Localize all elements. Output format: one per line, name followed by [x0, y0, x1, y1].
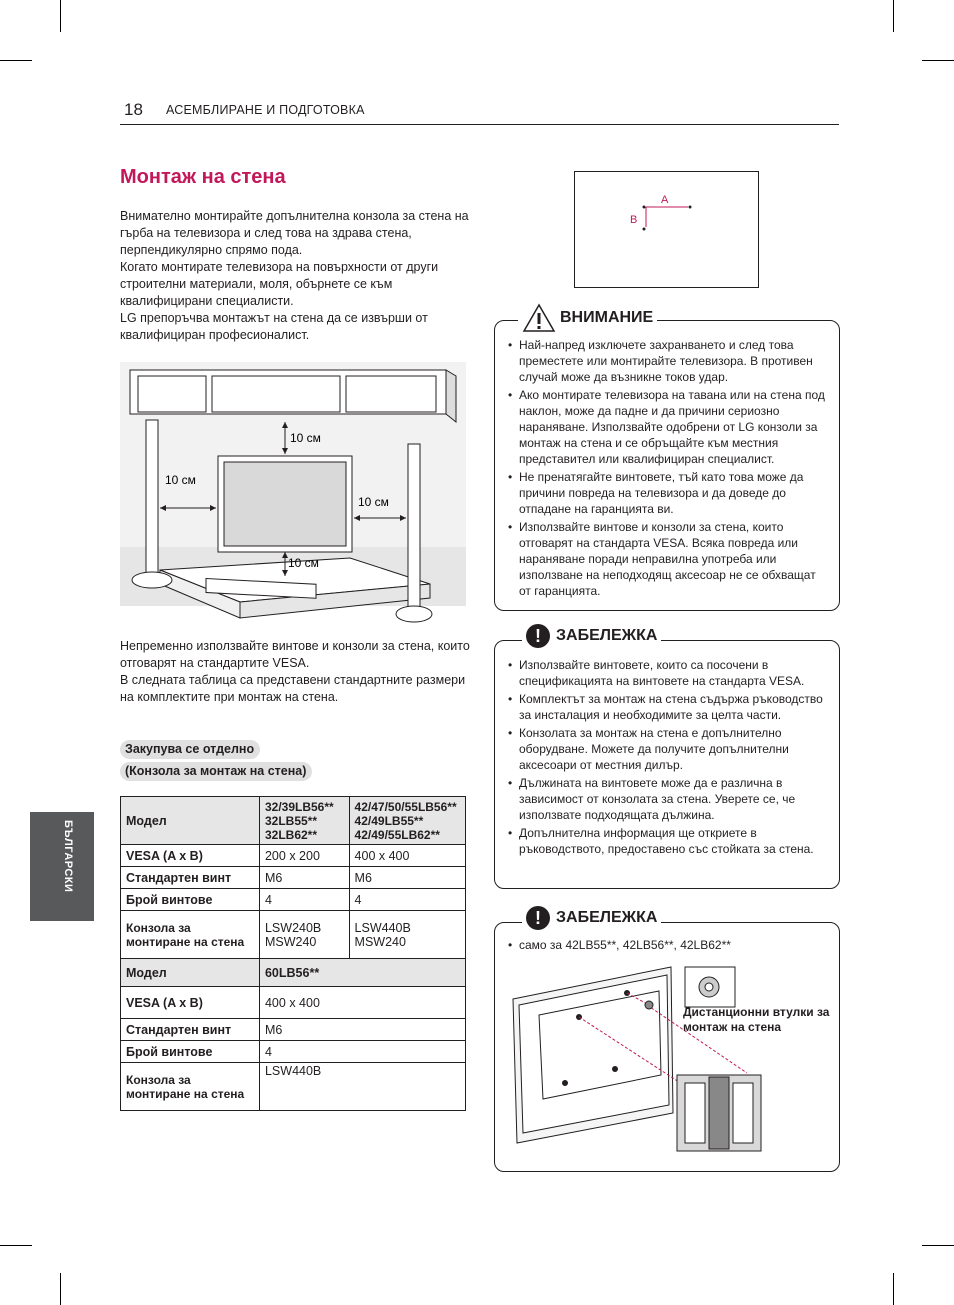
purchase-label-line1: Закупува се отделно	[120, 740, 260, 759]
table-row	[121, 959, 466, 987]
cell-value: 4	[259, 1041, 465, 1063]
section-title: АСЕМБЛИРАНЕ И ПОДГОТОВКА	[166, 103, 365, 117]
intro-paragraph: Когато монтирате телевизора на повърхности от други строителни материали, моля, обърнете се към квалифицирани специалисти.	[120, 260, 439, 308]
intro-paragraph: LG препоръчва монтажът на стена да се извърши от квалифициран професионалист.	[120, 311, 428, 342]
cell-value: 400 x 400	[349, 845, 465, 867]
crop-mark	[893, 1273, 894, 1305]
intro-text	[120, 208, 470, 344]
intro-paragraph: Внимателно монтирайте допълнителна конзола за стена на гърба на телевизора и след това на здрава стена, перпендикулярно спрямо пода.	[120, 209, 469, 257]
cell-value: M6	[259, 1019, 465, 1041]
spacer-mount-diagram	[509, 965, 767, 1155]
caution-list	[508, 337, 829, 601]
note-box-2	[494, 922, 840, 1172]
cell-value: 4	[349, 889, 465, 911]
warning-triangle-icon	[522, 303, 556, 333]
crop-mark	[922, 1245, 954, 1246]
note-heading-2	[522, 906, 661, 930]
note-list	[508, 657, 829, 859]
table-row	[121, 1019, 466, 1041]
clearance-top-label: 10 см	[290, 431, 321, 445]
cell-value: 4	[259, 889, 349, 911]
list-item: • само за 42LB55**, 42LB56**, 42LB62**	[508, 937, 829, 953]
crop-mark	[893, 0, 894, 32]
list-item: • Използвайте винтове и конзоли за стена, които отговарят на стандарта VESA. Всяка повреда или нараняване поради неправилна употреба или използване на неподходящ аксесоар не се обхващат от гаранцията.	[508, 519, 829, 599]
list-item: • Допълнителна информация ще откриете в ръководството, предоставено със стойката за стена.	[508, 825, 829, 857]
list-item: • Не пренатягайте винтовете, тъй като това може да причини повреда на телевизора и да доведе до отпадане на гаранцията ви.	[508, 469, 829, 517]
vesa-b-label: B	[630, 214, 638, 226]
table-row	[121, 845, 466, 867]
list-item: • Комплектът за монтаж на стена съдържа ръководство за инсталация и необходимите за целта части.	[508, 691, 829, 723]
model-group-1: 32/39LB56** 32LB55** 32LB62**	[259, 797, 349, 845]
model-header: Модел	[121, 797, 260, 845]
clearance-left-label: 10 см	[165, 473, 196, 487]
note-title-2: ЗАБЕЛЕЖКА	[556, 909, 658, 926]
exclamation-icon: !	[526, 624, 550, 648]
note-list-2	[508, 937, 829, 955]
cell-value: LSW440B MSW240	[349, 911, 465, 959]
vesa-paragraph: Непременно използвайте винтове и конзоли за стена, които отговарят на стандартите VESA.	[120, 639, 470, 670]
list-item: • Използвайте винтовете, които са посочени в спецификацията на винтовете на стандарта VESA.	[508, 657, 829, 689]
row-label: Стандартен винт	[121, 1019, 260, 1041]
caution-box	[494, 320, 840, 611]
clearance-right-label: 10 см	[358, 495, 389, 509]
spacer-label: Дистанционни втулки за монтаж на стена	[683, 1005, 830, 1034]
row-label: VESA (A x B)	[121, 987, 260, 1019]
caution-title: ВНИМАНИЕ	[560, 309, 654, 326]
row-label: Брой винтове	[121, 889, 260, 911]
list-item: • Ако монтирате телевизора на тавана или на стена под наклон, може да падне и да причини сериозно нараняване. Използвайте одобрени от LG конзоли за монтаж на стена и се обръщайте към местния представител или квалифициран специалист.	[508, 387, 829, 467]
table-row	[121, 911, 466, 959]
cell-value: 200 x 200	[259, 845, 349, 867]
crop-mark	[0, 1245, 32, 1246]
table-row	[121, 867, 466, 889]
model-header: Модел	[121, 959, 260, 987]
crop-mark	[922, 60, 954, 61]
page-title: Монтаж на стена	[120, 166, 286, 188]
cell-value: M6	[349, 867, 465, 889]
note-heading	[522, 624, 661, 648]
note-box	[494, 640, 840, 889]
row-label: Брой винтове	[121, 1041, 260, 1063]
list-item: • Най-напред изключете захранването и след това преместете или монтирайте телевизора. В противен случай може да възникне токов удар.	[508, 337, 829, 385]
table-row	[121, 1063, 466, 1111]
model-group-2: 42/47/50/55LB56** 42/49LB55** 42/49/55LB62**	[349, 797, 465, 845]
caution-heading	[518, 303, 657, 333]
vesa-a-label: A	[661, 194, 669, 206]
row-label: VESA (A x B)	[121, 845, 260, 867]
vesa-diagram	[574, 171, 760, 289]
note-title: ЗАБЕЛЕЖКА	[556, 627, 658, 644]
wall-mount-spec-table	[120, 796, 466, 1111]
language-tab	[30, 812, 94, 921]
crop-mark	[60, 0, 61, 32]
table-row	[121, 987, 466, 1019]
cell-value: M6	[259, 867, 349, 889]
exclamation-icon: !	[526, 906, 550, 930]
clearance-diagram	[120, 362, 466, 628]
language-tab-label: БЪЛГАРСКИ	[62, 820, 74, 893]
cell-value: 400 x 400	[259, 987, 465, 1019]
row-label: Конзола за монтиране на стена	[121, 1063, 260, 1111]
crop-mark	[0, 60, 32, 61]
model-group-3: 60LB56**	[259, 959, 465, 987]
page-number: 18	[124, 100, 143, 119]
list-item: • Дължината на винтовете може да е различна в зависимост от конзолата за стена. Уверете се, че използвате подходящата дължина.	[508, 775, 829, 823]
row-label: Конзола за монтиране на стена	[121, 911, 260, 959]
table-row	[121, 797, 466, 845]
header-rule	[120, 124, 839, 125]
crop-mark	[60, 1273, 61, 1305]
table-row	[121, 1041, 466, 1063]
clearance-bottom-label: 10 см	[288, 556, 319, 570]
cell-value: LSW240B MSW240	[259, 911, 349, 959]
purchase-label-line2: (Конзола за монтаж на стена)	[120, 762, 312, 781]
list-item: • Конзолата за монтаж на стена е допълнително оборудване. Можете да получите допълнителни аксесоари от местния дилър.	[508, 725, 829, 773]
row-label: Стандартен винт	[121, 867, 260, 889]
vesa-paragraph: В следната таблица са представени стандартните размери на комплектите при монтаж на стена.	[120, 673, 466, 704]
cell-value: LSW440B	[259, 1063, 465, 1111]
vesa-text	[120, 638, 470, 706]
table-row	[121, 889, 466, 911]
